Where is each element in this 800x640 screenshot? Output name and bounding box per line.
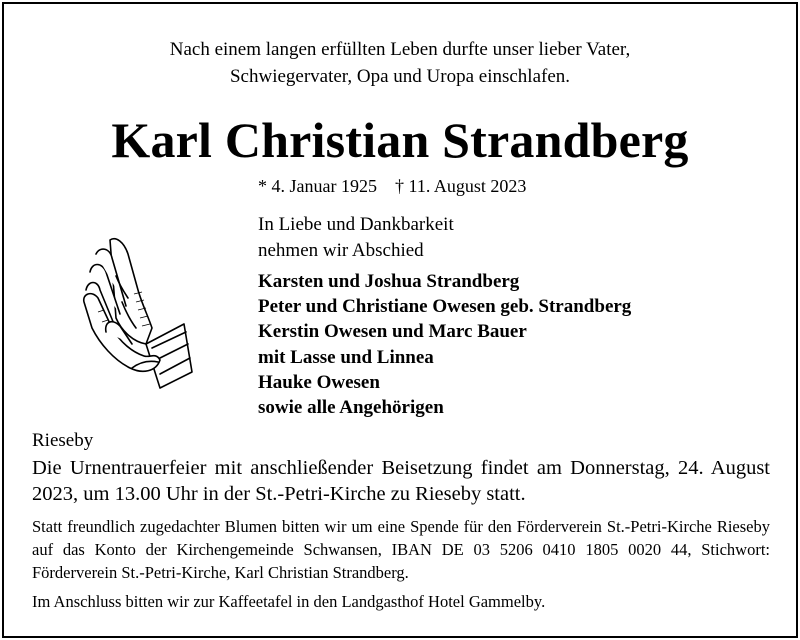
mourner: Peter und Christiane Owesen geb. Strandberg bbox=[258, 296, 632, 318]
death-date: † 11. August 2023 bbox=[394, 176, 527, 196]
place-name: Rieseby bbox=[32, 430, 94, 451]
farewell-text bbox=[258, 212, 454, 264]
intro-line: Nach einem langen erfüllten Leben durfte unser lieber Vater, bbox=[169, 39, 631, 60]
donation-text: Statt freundlich zugedachter Blumen bitten wir um eine Spende für den Förderverein St.-Petri-Kirche Rieseby auf das Konto der Kirchengemeinde Schwansen, IBAN DE 03 5206 0410 1805 0020 44, Stichwort: Förderverein St.-Petri-Kirche, Karl Christian Strandberg. bbox=[32, 517, 770, 582]
life-dates bbox=[258, 174, 526, 198]
mourner: sowie alle Angehörigen bbox=[258, 397, 444, 419]
deceased-name: Karl Christian Strandberg bbox=[111, 112, 689, 168]
ceremony-text: Die Urnentrauerfeier mit anschließender Beisetzung findet am Donnerstag, 24. August 2023, um 13.00 Uhr in der St.-Petri-Kirche zu Rieseby statt. bbox=[32, 457, 770, 505]
mourner: Karsten und Joshua Strandberg bbox=[258, 271, 520, 292]
praying-hands-icon bbox=[76, 232, 196, 392]
intro-text bbox=[0, 36, 800, 90]
mourner: Kerstin Owesen und Marc Bauer bbox=[258, 321, 527, 343]
farewell-line: In Liebe und Dankbarkeit bbox=[258, 214, 454, 235]
mourner: mit Lasse und Linnea bbox=[258, 346, 434, 368]
intro-line: Schwiegervater, Opa und Uropa einschlafen. bbox=[229, 66, 571, 87]
birth-date: * 4. Januar 1925 bbox=[258, 176, 377, 196]
farewell-line: nehmen wir Abschied bbox=[258, 240, 424, 261]
coffee-text: Im Anschluss bitten wir zur Kaffeetafel in den Landgasthof Hotel Gammelby. bbox=[32, 592, 546, 611]
mourner: Hauke Owesen bbox=[258, 371, 380, 393]
mourners-list bbox=[258, 269, 631, 420]
